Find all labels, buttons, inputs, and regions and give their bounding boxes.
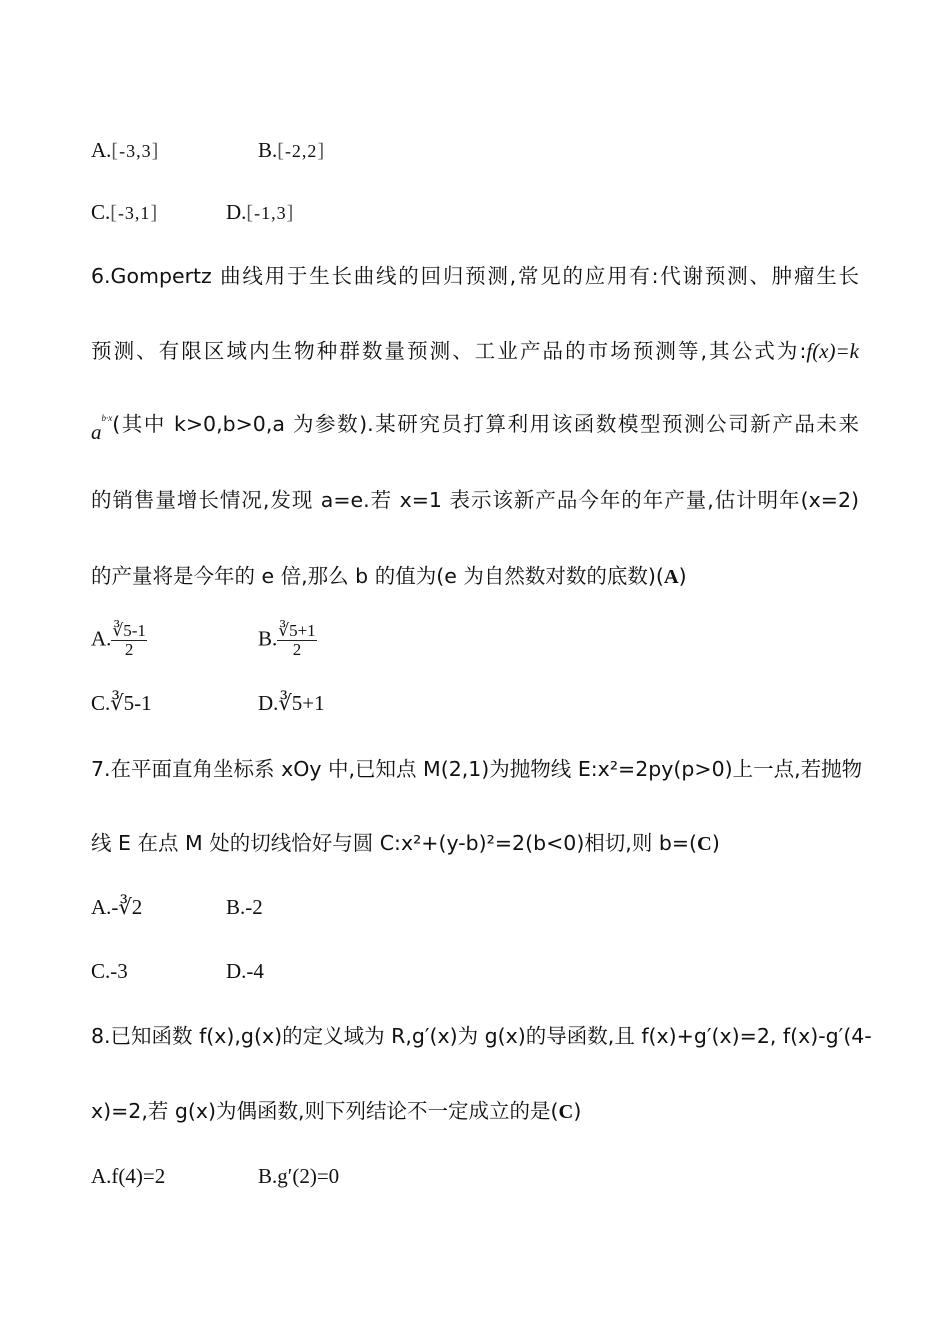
q6-line-3: $a^{b\cdot x}$(其中 k>0,b>0,a 为参数).某研究员打算利用该函数模型预测公司新产品未来: [91, 412, 859, 444]
q6-line-4: 的销售量增长情况,发现 a=e.若 x=1 表示该新产品今年的年产量,估计明年(x=2): [91, 488, 859, 512]
q6-line-5: 的产量将是今年的 e 倍,那么 b 的值为(e 为自然数对数的底数)(A): [91, 564, 687, 588]
q6-formula-base: a: [91, 420, 102, 444]
q8-option-a: A.f(4)=2: [91, 1164, 166, 1188]
q5-option-a: A.[-3,3]: [91, 138, 160, 162]
q7-option-b: B.-2: [226, 895, 263, 919]
q8-line-2: x)=2,若 g(x)为偶函数,则下列结论不一定成立的是(C): [91, 1099, 582, 1123]
q6-option-c: C.∛5-1: [91, 691, 152, 715]
q5-option-c: C.[-3,1]: [91, 200, 159, 224]
q7-option-c: C.-3: [91, 959, 128, 983]
q7-line-2: 线 E 在点 M 处的切线恰好与圆 C:x²+(y-b)²=2(b<0)相切,则 b=(C): [91, 831, 720, 855]
q6-line-1: 6.Gompertz 曲线用于生长曲线的回归预测,常见的应用有:代谢预测、肿瘤生长: [91, 264, 859, 288]
q7-answer: C: [697, 833, 712, 855]
q5-option-b: B.[-2,2]: [258, 138, 326, 162]
q6-line-2: 预测、有限区域内生物种群数量预测、工业产品的市场预测等,其公式为:f(x)=k: [91, 339, 859, 363]
q7-option-a: A.-∛2: [91, 895, 143, 919]
q8-answer: C: [558, 1101, 574, 1123]
q6-option-a: A. $\frac{∛5-1}{2}$: [91, 621, 146, 659]
q6-option-b: B. $\frac{∛5+1}{2}$: [258, 621, 316, 659]
q5-option-d: D.[-1,3]: [226, 200, 295, 224]
q8-option-b: B.g′(2)=0: [258, 1164, 340, 1188]
q7-line-1: 7.在平面直角坐标系 xOy 中,已知点 M(2,1)为抛物线 E:x²=2py(p>0)上一点,若抛物: [91, 757, 863, 781]
q6-answer: A: [663, 566, 679, 588]
q7-option-d: D.-4: [226, 959, 264, 983]
q8-line-1: 8.已知函数 f(x),g(x)的定义域为 R,g′(x)为 g(x)的导函数,且 f(x)+g′(x)=2, f(x)-g′(4-: [91, 1024, 872, 1048]
q6-formula-exponent: b·x: [101, 413, 113, 423]
q6-option-d: D.∛5+1: [258, 691, 325, 715]
